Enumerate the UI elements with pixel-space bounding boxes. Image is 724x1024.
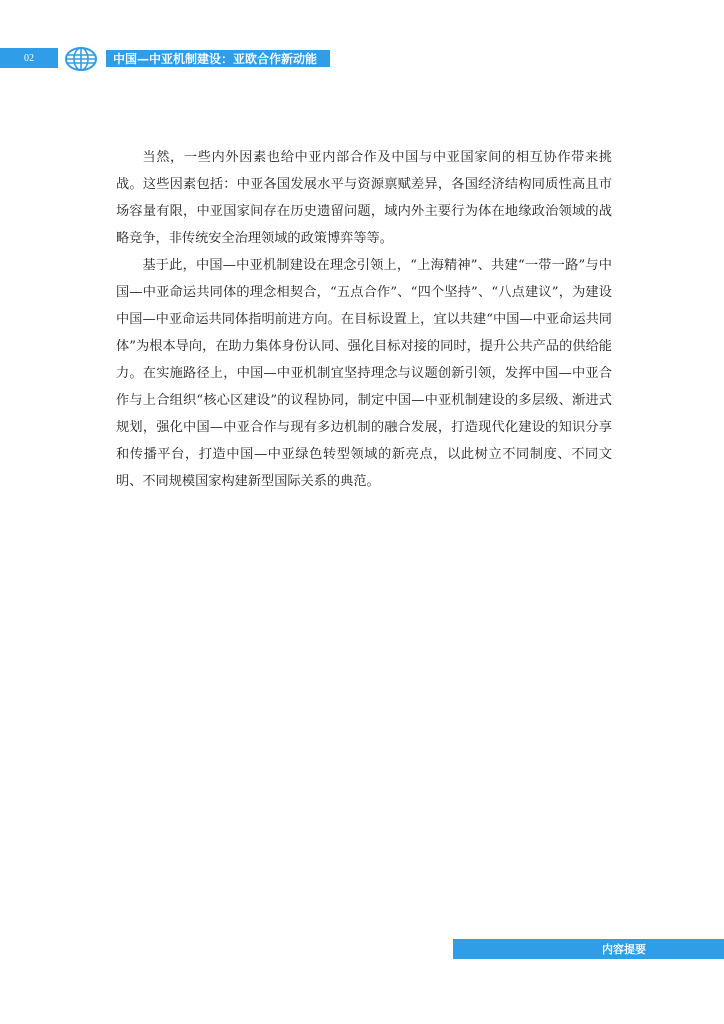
globe-logo-icon xyxy=(64,44,98,74)
footer-section-label: 内容提要 xyxy=(453,939,724,959)
header-title: 中国—中亚机制建设：亚欧合作新动能 xyxy=(106,50,330,67)
body-text xyxy=(116,144,612,495)
paragraph: 基于此，中国—中亚机制建设在理念引领上，“上海精神”、共建“一带一路”与中国—中亚命运共同体的理念相契合，“五点合作”、“四个坚持”、“八点建议”，为建设中国—中亚命运共同体指明前进方向。在目标设置上，宜以共建“中国—中亚命运共同体”为根本导向，在助力集体身份认同、强化目标对接的同时，提升公共产品的供给能力。在实施路径上，中国—中亚机制宜坚持理念与议题创新引领，发挥中国—中亚合作与上合组织“核心区建设”的议程协同，制定中国—中亚机制建设的多层级、渐进式规划，强化中国—中亚合作与现有多边机制的融合发展，打造现代化建设的知识分享和传播平台，打造中国—中亚绿色转型领域的新亮点，以此树立不同制度、不同文明、不同规模国家构建新型国际关系的典范。 xyxy=(116,258,612,489)
page-number: 02 xyxy=(0,48,58,68)
paragraph: 当然，一些内外因素也给中亚内部合作及中国与中亚国家间的相互协作带来挑战。这些因素包括：中亚各国发展水平与资源禀赋差异，各国经济结构同质性高且市场容量有限，中亚国家间存在历史遗留问题，域内外主要行为体在地缘政治领域的战略竞争，非传统安全治理领域的政策博弈等等。 xyxy=(116,150,612,246)
